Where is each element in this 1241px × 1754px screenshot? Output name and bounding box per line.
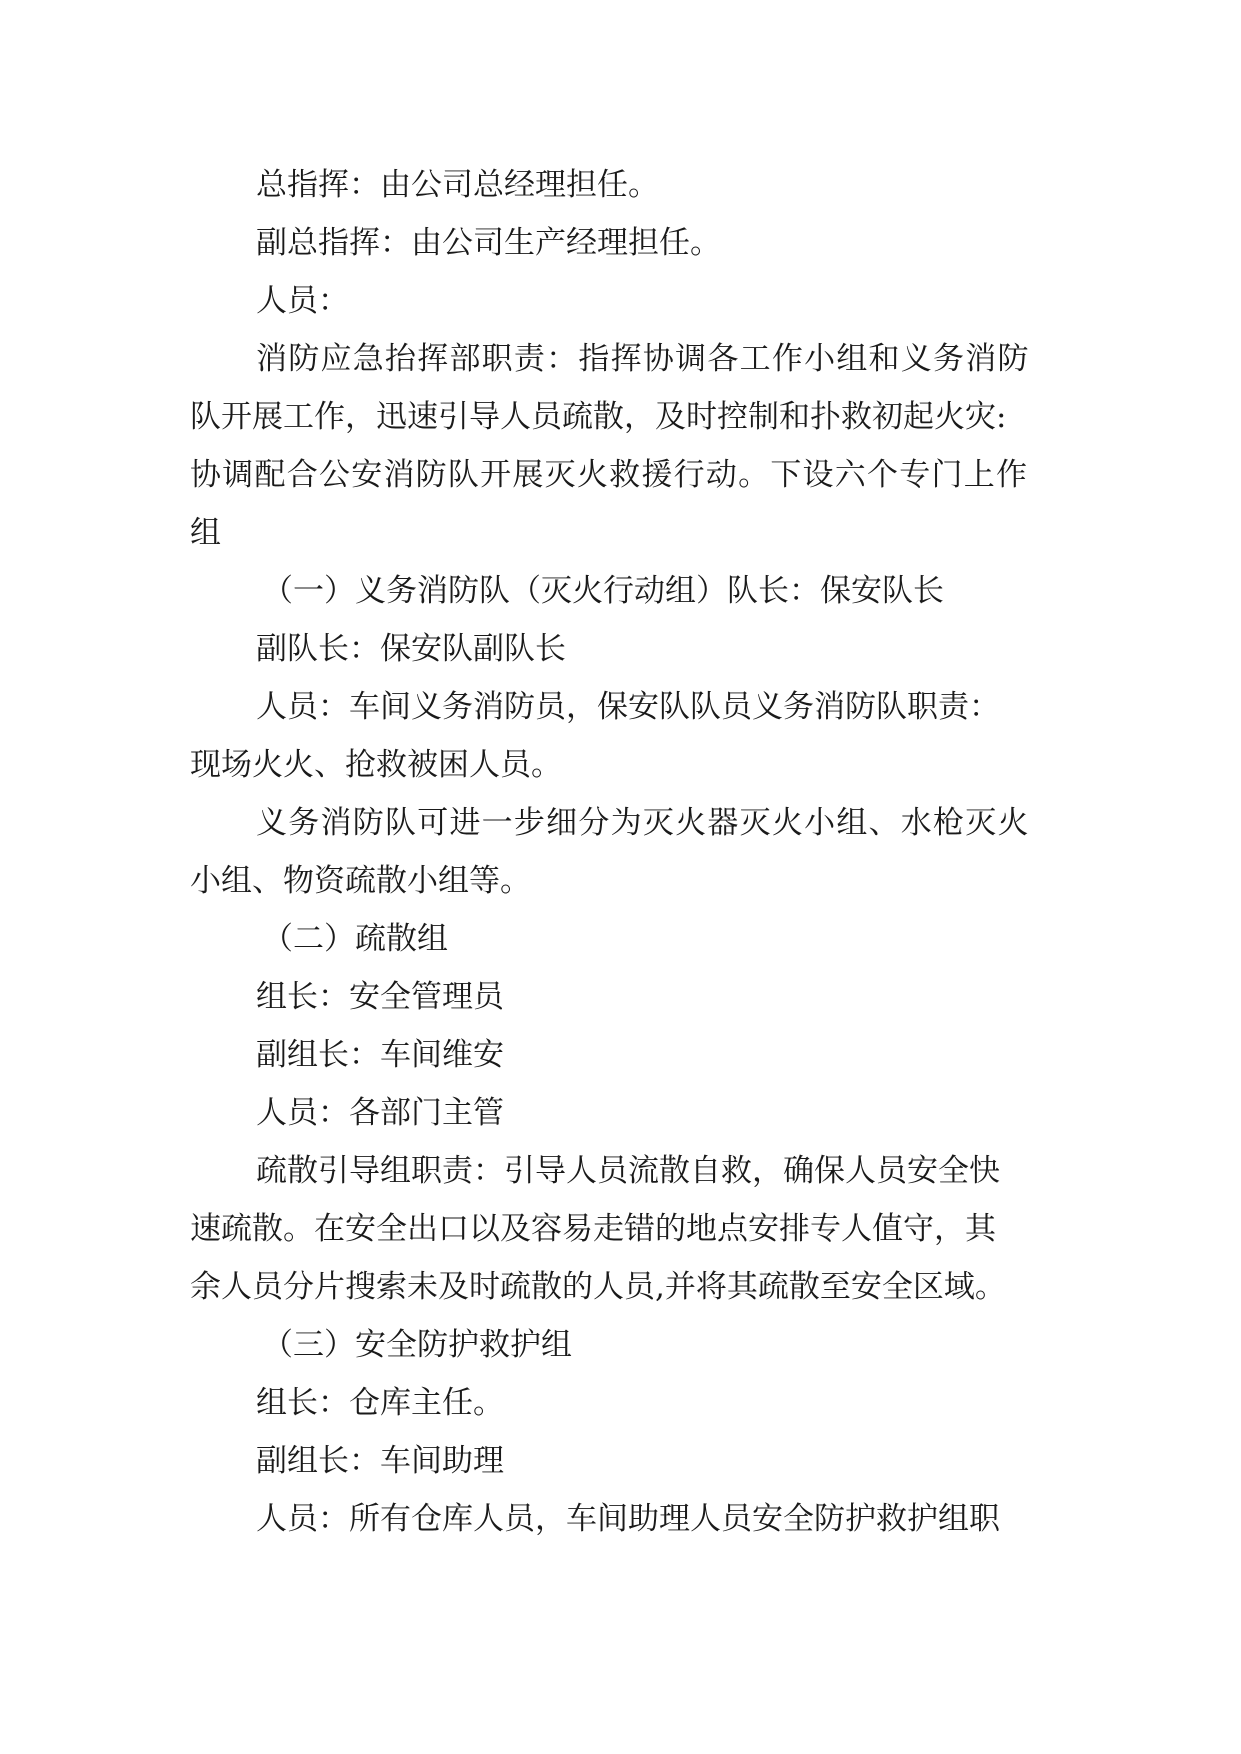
section-2-heading: （二）疏散组 xyxy=(262,921,448,957)
section-1-heading: （一）义务消防队（灭火行动组）队长：保安队长 xyxy=(262,573,944,609)
fire-team-subdivision-line-2: 小组、物资疏散小组等。 xyxy=(190,863,531,899)
evac-personnel-line: 人员：各部门主管 xyxy=(256,1095,504,1131)
hq-duty-line-1: 消防应急抬挥部职责：指挥协调各工作小组和义务消防 xyxy=(256,341,1030,377)
fire-team-subdivision-line-1: 义务消防队可进一步细分为灭火器灭火小组、水枪灭火 xyxy=(256,805,1030,841)
deputy-commander-line: 副总指挥：由公司生产经理担任。 xyxy=(256,225,721,261)
evac-leader-line: 组长：安全管理员 xyxy=(256,979,504,1015)
evac-duty-line-1: 疏散引导组职责：引导人员流散自救，确保人员安全快 xyxy=(256,1153,1000,1189)
hq-duty-line-3: 协调配合公安消防队开展灭火救援行动。下设六个专门上作 xyxy=(190,457,1029,493)
protection-deputy-line: 副组长：车间助理 xyxy=(256,1443,504,1479)
hq-duty-line-4: 组 xyxy=(190,515,221,551)
deputy-captain-line: 副队长：保安队副队长 xyxy=(256,631,566,667)
fire-team-personnel-line-1: 人员：车间义务消防员，保安队队员义务消防队职责： xyxy=(256,689,1000,725)
personnel-line: 人员： xyxy=(256,283,349,319)
protection-personnel-line: 人员：所有仓库人员，车间助理人员安全防护救护组职 xyxy=(256,1501,1000,1537)
protection-leader-line: 组长：仓库主任。 xyxy=(256,1385,504,1421)
evac-duty-line-3: 余人员分片搜索未及时疏散的人员,并将其疏散至安全区域。 xyxy=(190,1269,1006,1305)
section-3-heading: （三）安全防护救护组 xyxy=(262,1327,572,1363)
hq-duty-line-2: 队开展工作，迅速引导人员疏散，及时控制和扑救初起火灾: xyxy=(190,399,1007,435)
evac-deputy-line: 副组长：车间维安 xyxy=(256,1037,504,1073)
evac-duty-line-2: 速疏散。在安全出口以及容易走错的地点安排专人值守，其 xyxy=(190,1211,996,1247)
commander-line: 总指挥：由公司总经理担任。 xyxy=(256,167,659,203)
fire-team-personnel-line-2: 现场火火、抢救被困人员。 xyxy=(190,747,562,783)
